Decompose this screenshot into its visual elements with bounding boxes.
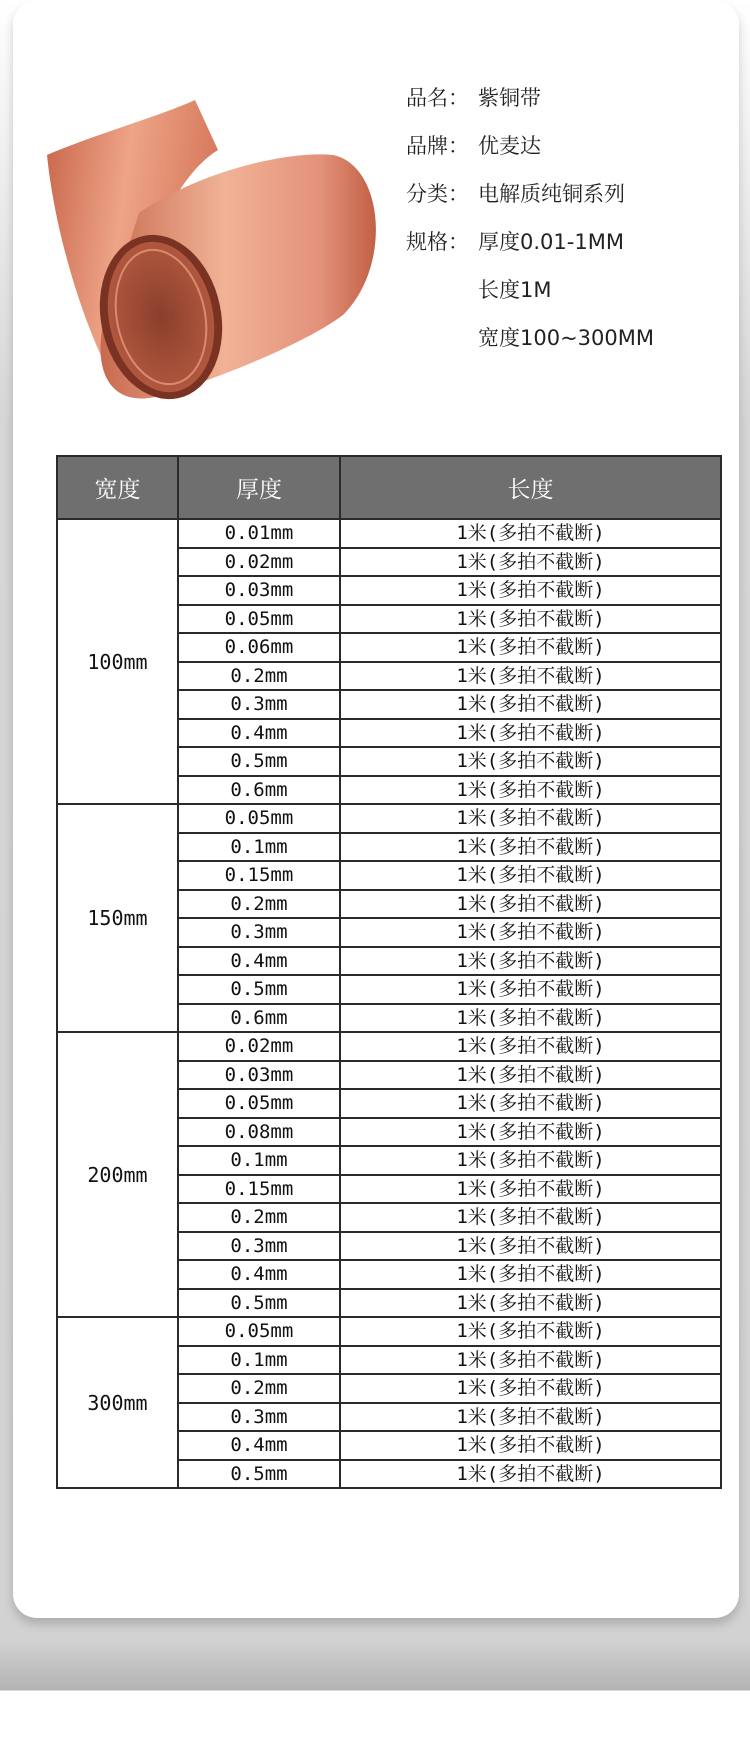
thickness-cell: 0.02mm bbox=[178, 1032, 340, 1061]
thickness-cell: 0.3mm bbox=[178, 918, 340, 947]
length-cell: 1米(多拍不截断) bbox=[340, 633, 721, 662]
width-cell: 150mm bbox=[57, 804, 178, 1032]
copper-roll-image bbox=[43, 95, 383, 415]
spec-label: 规格： bbox=[406, 230, 469, 254]
length-cell: 1米(多拍不截断) bbox=[340, 890, 721, 919]
length-cell: 1米(多拍不截断) bbox=[340, 947, 721, 976]
spec-thickness: 厚度0.01-1MM bbox=[478, 230, 624, 254]
product-info bbox=[406, 74, 654, 362]
length-cell: 1米(多拍不截断) bbox=[340, 1032, 721, 1061]
length-cell: 1米(多拍不截断) bbox=[340, 776, 721, 805]
table-body bbox=[57, 519, 721, 1488]
thickness-cell: 0.02mm bbox=[178, 548, 340, 577]
header-width: 宽度 bbox=[57, 456, 178, 519]
thickness-cell: 0.4mm bbox=[178, 719, 340, 748]
product-spec-width: 宽度100~300MM bbox=[478, 326, 654, 350]
thickness-cell: 0.3mm bbox=[178, 1403, 340, 1432]
length-cell: 1米(多拍不截断) bbox=[340, 1460, 721, 1489]
length-cell: 1米(多拍不截断) bbox=[340, 1061, 721, 1090]
thickness-cell: 0.5mm bbox=[178, 975, 340, 1004]
thickness-cell: 0.4mm bbox=[178, 947, 340, 976]
header-thickness: 厚度 bbox=[178, 456, 340, 519]
thickness-cell: 0.05mm bbox=[178, 804, 340, 833]
length-cell: 1米(多拍不截断) bbox=[340, 1317, 721, 1346]
thickness-cell: 0.15mm bbox=[178, 1175, 340, 1204]
product-spec-length: 长度1M bbox=[478, 278, 552, 302]
length-cell: 1米(多拍不截断) bbox=[340, 747, 721, 776]
length-cell: 1米(多拍不截断) bbox=[340, 833, 721, 862]
product-brand-row bbox=[406, 122, 654, 170]
length-cell: 1米(多拍不截断) bbox=[340, 1089, 721, 1118]
length-cell: 1米(多拍不截断) bbox=[340, 1004, 721, 1033]
width-cell: 300mm bbox=[57, 1317, 178, 1488]
thickness-cell: 0.4mm bbox=[178, 1260, 340, 1289]
length-cell: 1米(多拍不截断) bbox=[340, 690, 721, 719]
length-cell: 1米(多拍不截断) bbox=[340, 576, 721, 605]
table-row bbox=[57, 519, 721, 548]
thickness-cell: 0.2mm bbox=[178, 662, 340, 691]
width-cell: 100mm bbox=[57, 519, 178, 804]
thickness-cell: 0.08mm bbox=[178, 1118, 340, 1147]
length-cell: 1米(多拍不截断) bbox=[340, 918, 721, 947]
length-cell: 1米(多拍不截断) bbox=[340, 548, 721, 577]
length-cell: 1米(多拍不截断) bbox=[340, 1232, 721, 1261]
name-label: 品名： bbox=[406, 86, 469, 110]
length-cell: 1米(多拍不截断) bbox=[340, 1146, 721, 1175]
spec-table bbox=[56, 455, 722, 1489]
name-value: 紫铜带 bbox=[478, 86, 541, 110]
thickness-cell: 0.06mm bbox=[178, 633, 340, 662]
product-category-row bbox=[406, 170, 654, 218]
product-spec-row bbox=[406, 218, 654, 266]
thickness-cell: 0.4mm bbox=[178, 1431, 340, 1460]
length-cell: 1米(多拍不截断) bbox=[340, 1175, 721, 1204]
thickness-cell: 0.03mm bbox=[178, 1061, 340, 1090]
thickness-cell: 0.5mm bbox=[178, 1289, 340, 1318]
thickness-cell: 0.1mm bbox=[178, 1146, 340, 1175]
thickness-cell: 0.05mm bbox=[178, 1317, 340, 1346]
length-cell: 1米(多拍不截断) bbox=[340, 605, 721, 634]
length-cell: 1米(多拍不截断) bbox=[340, 1289, 721, 1318]
thickness-cell: 0.2mm bbox=[178, 890, 340, 919]
length-cell: 1米(多拍不截断) bbox=[340, 662, 721, 691]
thickness-cell: 0.1mm bbox=[178, 1346, 340, 1375]
thickness-cell: 0.3mm bbox=[178, 690, 340, 719]
length-cell: 1米(多拍不截断) bbox=[340, 1260, 721, 1289]
thickness-cell: 0.05mm bbox=[178, 605, 340, 634]
thickness-cell: 0.15mm bbox=[178, 861, 340, 890]
table-header-row bbox=[57, 456, 721, 519]
thickness-cell: 0.1mm bbox=[178, 833, 340, 862]
brand-label: 品牌： bbox=[406, 134, 469, 158]
table-row bbox=[57, 1032, 721, 1061]
table-row bbox=[57, 804, 721, 833]
category-label: 分类： bbox=[406, 182, 469, 206]
category-value: 电解质纯铜系列 bbox=[478, 182, 625, 206]
width-cell: 200mm bbox=[57, 1032, 178, 1317]
thickness-cell: 0.01mm bbox=[178, 519, 340, 548]
thickness-cell: 0.3mm bbox=[178, 1232, 340, 1261]
thickness-cell: 0.2mm bbox=[178, 1203, 340, 1232]
product-name-row bbox=[406, 74, 654, 122]
length-cell: 1米(多拍不截断) bbox=[340, 861, 721, 890]
thickness-cell: 0.6mm bbox=[178, 1004, 340, 1033]
length-cell: 1米(多拍不截断) bbox=[340, 1374, 721, 1403]
length-cell: 1米(多拍不截断) bbox=[340, 519, 721, 548]
product-card bbox=[13, 0, 739, 1618]
header-length: 长度 bbox=[340, 456, 721, 519]
length-cell: 1米(多拍不截断) bbox=[340, 719, 721, 748]
brand-value: 优麦达 bbox=[478, 134, 541, 158]
length-cell: 1米(多拍不截断) bbox=[340, 804, 721, 833]
thickness-cell: 0.03mm bbox=[178, 576, 340, 605]
length-cell: 1米(多拍不截断) bbox=[340, 1403, 721, 1432]
thickness-cell: 0.6mm bbox=[178, 776, 340, 805]
length-cell: 1米(多拍不截断) bbox=[340, 1203, 721, 1232]
length-cell: 1米(多拍不截断) bbox=[340, 1346, 721, 1375]
length-cell: 1米(多拍不截断) bbox=[340, 1431, 721, 1460]
table-row bbox=[57, 1317, 721, 1346]
thickness-cell: 0.5mm bbox=[178, 747, 340, 776]
length-cell: 1米(多拍不截断) bbox=[340, 975, 721, 1004]
thickness-cell: 0.5mm bbox=[178, 1460, 340, 1489]
thickness-cell: 0.05mm bbox=[178, 1089, 340, 1118]
length-cell: 1米(多拍不截断) bbox=[340, 1118, 721, 1147]
thickness-cell: 0.2mm bbox=[178, 1374, 340, 1403]
